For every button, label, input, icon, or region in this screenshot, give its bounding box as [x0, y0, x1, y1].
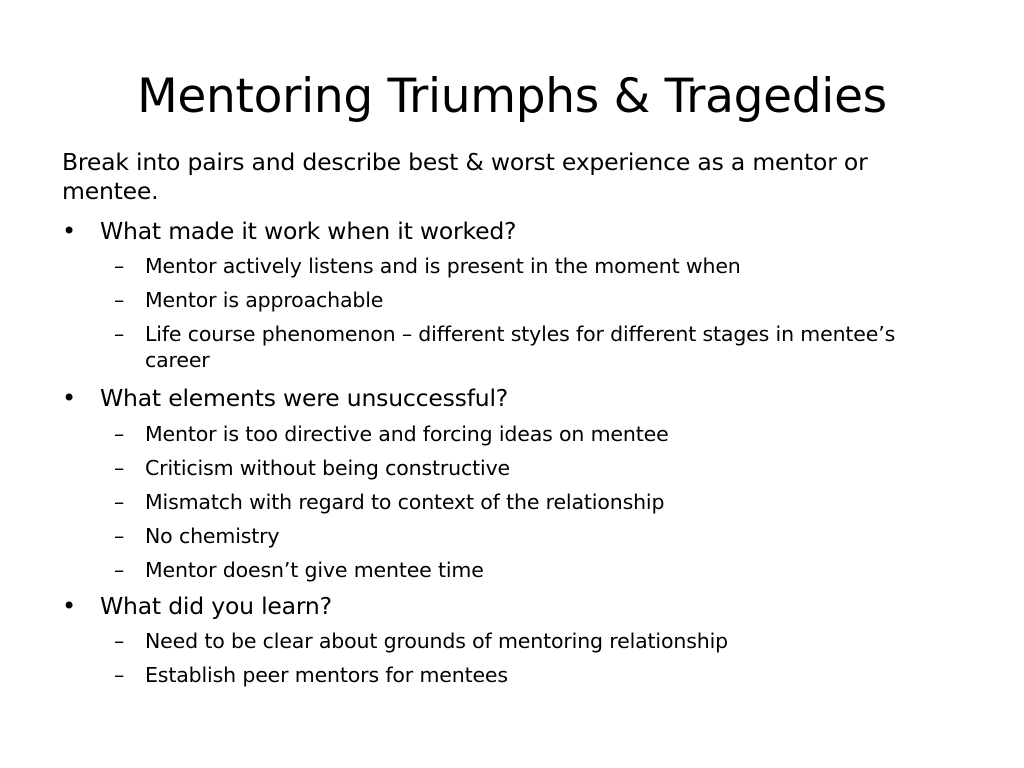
dash-marker: – [114, 288, 125, 312]
dash-marker: – [114, 558, 125, 582]
sub-item-text: No chemistry [145, 524, 280, 548]
sub-item-text: Mentor actively listens and is present in the moment when [145, 254, 741, 278]
bullet-marker: • [62, 384, 76, 412]
dash-marker: – [114, 422, 125, 446]
sub-item-text: Life course phenomenon – different styles for different stages in mentee’s career [145, 322, 896, 372]
sub-item-text: Mentor doesn’t give mentee time [145, 558, 484, 582]
dash-marker: – [114, 524, 125, 548]
sub-item-text: Need to be clear about grounds of mentoring relationship [145, 629, 728, 653]
intro-text: Break into pairs and describe best & worst experience as a mentor or mentee. [62, 148, 868, 205]
dash-marker: – [114, 254, 125, 278]
section-heading-text: What made it work when it worked? [100, 217, 517, 245]
dash-marker: – [114, 663, 125, 687]
bullet-marker: • [62, 592, 76, 620]
dash-marker: – [114, 629, 125, 653]
sub-item-text: Mentor is approachable [145, 288, 384, 312]
dash-marker: – [114, 322, 125, 346]
section-heading-text: What did you learn? [100, 592, 332, 620]
bullet-marker: • [62, 217, 76, 245]
slide-title: Mentoring Triumphs & Tragedies [137, 69, 887, 124]
section-heading-text: What elements were unsuccessful? [100, 384, 509, 412]
sub-item-text: Mismatch with regard to context of the relationship [145, 490, 665, 514]
dash-marker: – [114, 490, 125, 514]
sub-item-text: Criticism without being constructive [145, 456, 511, 480]
sub-item-text: Mentor is too directive and forcing ideas on mentee [145, 422, 669, 446]
dash-marker: – [114, 456, 125, 480]
sub-item-text: Establish peer mentors for mentees [145, 663, 508, 687]
